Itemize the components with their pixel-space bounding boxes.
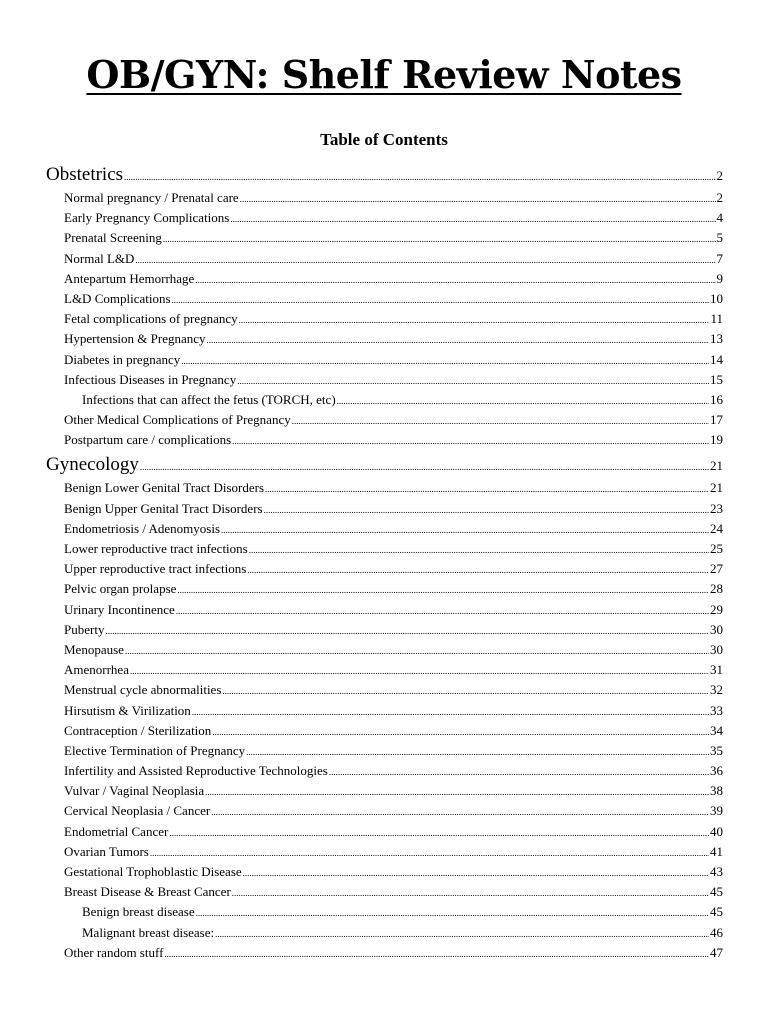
- toc-entry-page-number: 21: [710, 480, 723, 496]
- toc-entry-page-number: 15: [710, 371, 723, 387]
- toc-entry-label: Benign Lower Genital Tract Disorders: [64, 480, 265, 496]
- toc-entry[interactable]: [46, 660, 723, 680]
- toc-entry-page-number: 32: [710, 682, 723, 698]
- toc-entry-page-number: 29: [710, 601, 723, 617]
- dot-leader: [215, 924, 709, 943]
- toc-entry-page-number: 10: [710, 290, 723, 306]
- dot-leader: [150, 843, 709, 862]
- toc-entry-page-number: 7: [716, 250, 723, 266]
- toc-entry[interactable]: [46, 741, 723, 761]
- toc-entry[interactable]: [46, 410, 723, 430]
- toc-entry-label: Pelvic organ prolapse: [64, 581, 177, 597]
- toc-entry-label: Puberty: [64, 621, 105, 637]
- toc-entry-label: Prenatal Screening: [64, 230, 162, 246]
- toc-entry-page-number: 24: [710, 520, 723, 536]
- dot-leader: [164, 944, 709, 963]
- toc-entry-label: Malignant breast disease:: [82, 924, 215, 940]
- toc-entry[interactable]: [46, 329, 723, 349]
- toc-entry-label: Breast Disease & Breast Cancer: [64, 884, 231, 900]
- toc-entry[interactable]: [46, 430, 723, 450]
- toc-entry[interactable]: [46, 539, 723, 559]
- document-title-text: OB/GYN: Shelf Review Notes: [86, 52, 682, 97]
- dot-leader: [239, 310, 710, 329]
- dot-leader: [292, 411, 709, 430]
- toc-section-obstetrics[interactable]: [46, 162, 723, 188]
- toc-entry-label: Normal L&D: [64, 250, 135, 266]
- toc-entry[interactable]: [46, 478, 723, 498]
- toc-entry-page-number: 28: [710, 581, 723, 597]
- toc-entry-page-number: 41: [710, 843, 723, 859]
- toc-entry[interactable]: [46, 842, 723, 862]
- toc-entry[interactable]: [46, 370, 723, 390]
- toc-entry-page-number: 2: [716, 168, 723, 183]
- dot-leader: [169, 823, 709, 842]
- toc-entry-page-number: 46: [710, 924, 723, 940]
- toc-entry-label: Fetal complications of pregnancy: [64, 311, 238, 327]
- toc-entry-label: Hirsutism & Virilization: [64, 702, 191, 718]
- toc-entry-label: Urinary Incontinence: [64, 601, 175, 617]
- toc-entry[interactable]: [46, 249, 723, 269]
- toc-entry-label: Other random stuff: [64, 944, 164, 960]
- toc-entry-page-number: 47: [710, 944, 723, 960]
- toc-entry-page-number: 45: [710, 904, 723, 920]
- dot-leader: [232, 883, 709, 902]
- toc-subentry[interactable]: [46, 902, 723, 922]
- table-of-contents: [46, 162, 723, 963]
- toc-subentry[interactable]: [46, 923, 723, 943]
- dot-leader: [329, 762, 709, 781]
- toc-entry-label: Upper reproductive tract infections: [64, 561, 247, 577]
- dot-leader: [177, 580, 709, 599]
- dot-leader: [246, 742, 709, 761]
- dot-leader: [181, 351, 709, 370]
- toc-entry-label: Endometrial Cancer: [64, 823, 169, 839]
- toc-heading: Table of Contents: [320, 130, 448, 149]
- toc-entry-label: Diabetes in pregnancy: [64, 351, 181, 367]
- toc-entry-label: Menopause: [64, 641, 124, 657]
- toc-entry-label: Vulvar / Vaginal Neoplasia: [64, 783, 205, 799]
- toc-entry[interactable]: [46, 559, 723, 579]
- toc-entry-label: Benign Upper Genital Tract Disorders: [64, 500, 263, 516]
- toc-entry-page-number: 31: [710, 662, 723, 678]
- toc-entry[interactable]: [46, 309, 723, 329]
- toc-entry-label: Obstetrics: [46, 164, 124, 185]
- toc-entry-label: Normal pregnancy / Prenatal care: [64, 190, 239, 205]
- dot-leader: [196, 903, 709, 922]
- dot-leader: [337, 391, 709, 410]
- dot-leader: [240, 189, 716, 208]
- toc-entry-page-number: 4: [716, 210, 723, 226]
- toc-entry-page-number: 39: [710, 803, 723, 819]
- toc-entry-label: Ovarian Tumors: [64, 843, 149, 859]
- toc-entry-label: Endometriosis / Adenomyosis: [64, 520, 220, 536]
- toc-entry-label: Hypertension & Pregnancy: [64, 331, 206, 347]
- toc-entry[interactable]: [46, 579, 723, 599]
- dot-leader: [221, 520, 709, 539]
- toc-entry[interactable]: [46, 701, 723, 721]
- toc-entry-label: Infertility and Assisted Reproductive Technologies: [64, 763, 328, 779]
- toc-entry[interactable]: [46, 640, 723, 660]
- toc-entry-label: Gestational Trophoblastic Disease: [64, 864, 242, 879]
- dot-leader: [192, 702, 709, 721]
- dot-leader: [249, 540, 709, 559]
- toc-entry[interactable]: [46, 943, 723, 963]
- dot-leader: [195, 270, 715, 289]
- toc-entry-label: Gynecology: [46, 454, 139, 476]
- toc-entry-page-number: 2: [716, 190, 723, 205]
- toc-entry-page-number: 34: [710, 722, 723, 738]
- toc-entry-label: Amenorrhea: [64, 662, 129, 678]
- toc-entry-page-number: 27: [710, 561, 723, 577]
- toc-entry-label: Contraception / Sterilization: [64, 722, 212, 738]
- dot-leader: [135, 250, 715, 269]
- toc-entry-label: Infections that can affect the fetus (TORCH, etc): [82, 391, 336, 407]
- toc-entry[interactable]: [46, 862, 723, 882]
- toc-entry-page-number: 9: [716, 270, 723, 286]
- toc-entry-page-number: 11: [710, 311, 723, 327]
- toc-entry-page-number: 45: [710, 884, 723, 900]
- toc-entry-page-number: 30: [710, 621, 723, 637]
- dot-leader: [124, 164, 715, 188]
- dot-leader: [140, 454, 709, 478]
- toc-entry-page-number: 25: [710, 541, 723, 556]
- toc-entry[interactable]: [46, 721, 723, 741]
- toc-entry[interactable]: [46, 208, 723, 228]
- dot-leader: [130, 661, 709, 680]
- toc-entry[interactable]: [46, 499, 723, 519]
- toc-entry-page-number: 5: [716, 230, 723, 246]
- toc-entry-page-number: 17: [710, 412, 723, 428]
- toc-entry[interactable]: [46, 228, 723, 248]
- dot-leader: [232, 431, 709, 450]
- dot-leader: [211, 802, 709, 821]
- toc-entry-page-number: 16: [710, 391, 723, 407]
- dot-leader: [264, 500, 709, 519]
- toc-entry-label: Cervical Neoplasia / Cancer: [64, 803, 211, 819]
- toc-entry[interactable]: [46, 600, 723, 620]
- dot-leader: [163, 229, 716, 248]
- toc-subentry[interactable]: [46, 390, 723, 410]
- toc-entry[interactable]: [46, 620, 723, 640]
- toc-entry-page-number: 33: [710, 702, 723, 718]
- toc-entry-label: Early Pregnancy Complications: [64, 210, 230, 226]
- toc-entry-page-number: 19: [710, 432, 723, 448]
- toc-entry-label: L&D Complications: [64, 290, 171, 306]
- toc-entry[interactable]: [46, 822, 723, 842]
- dot-leader: [247, 560, 709, 579]
- document-title: [0, 52, 768, 97]
- toc-entry[interactable]: [46, 882, 723, 902]
- toc-entry[interactable]: [46, 761, 723, 781]
- toc-entry[interactable]: [46, 680, 723, 700]
- dot-leader: [222, 681, 709, 700]
- dot-leader: [243, 863, 709, 882]
- toc-entry-page-number: 14: [710, 351, 723, 367]
- toc-entry-page-number: 35: [710, 742, 723, 758]
- toc-entry-page-number: 23: [710, 500, 723, 516]
- toc-entry-page-number: 38: [710, 783, 723, 799]
- toc-entry-label: Infectious Diseases in Pregnancy: [64, 371, 237, 387]
- toc-entry[interactable]: [46, 188, 723, 208]
- toc-entry-label: Benign breast disease: [82, 904, 195, 920]
- toc-entry[interactable]: [46, 801, 723, 821]
- toc-entry-page-number: 13: [710, 331, 723, 347]
- toc-entry-page-number: 36: [710, 763, 723, 779]
- toc-entry[interactable]: [46, 519, 723, 539]
- dot-leader: [230, 209, 715, 228]
- toc-entry-label: Antepartum Hemorrhage: [64, 270, 195, 286]
- toc-entry-page-number: 30: [710, 641, 723, 657]
- toc-entry-page-number: 43: [710, 864, 723, 879]
- toc-entry-label: Elective Termination of Pregnancy: [64, 742, 246, 758]
- dot-leader: [172, 290, 709, 309]
- toc-section-gynecology[interactable]: [46, 452, 723, 478]
- toc-entry[interactable]: [46, 350, 723, 370]
- dot-leader: [105, 621, 709, 640]
- dot-leader: [125, 641, 709, 660]
- dot-leader: [176, 601, 709, 620]
- toc-entry-page-number: 21: [710, 458, 723, 474]
- toc-entry[interactable]: [46, 781, 723, 801]
- toc-entry-label: Menstrual cycle abnormalities: [64, 682, 222, 698]
- toc-entry[interactable]: [46, 269, 723, 289]
- dot-leader: [212, 722, 709, 741]
- toc-entry-label: Postpartum care / complications: [64, 432, 232, 448]
- dot-leader: [265, 479, 709, 498]
- dot-leader: [207, 330, 709, 349]
- dot-leader: [237, 371, 709, 390]
- toc-entry[interactable]: [46, 289, 723, 309]
- dot-leader: [205, 782, 709, 801]
- toc-entry-label: Lower reproductive tract infections: [64, 541, 248, 556]
- toc-entry-label: Other Medical Complications of Pregnancy: [64, 412, 291, 428]
- toc-entry-page-number: 40: [710, 823, 723, 839]
